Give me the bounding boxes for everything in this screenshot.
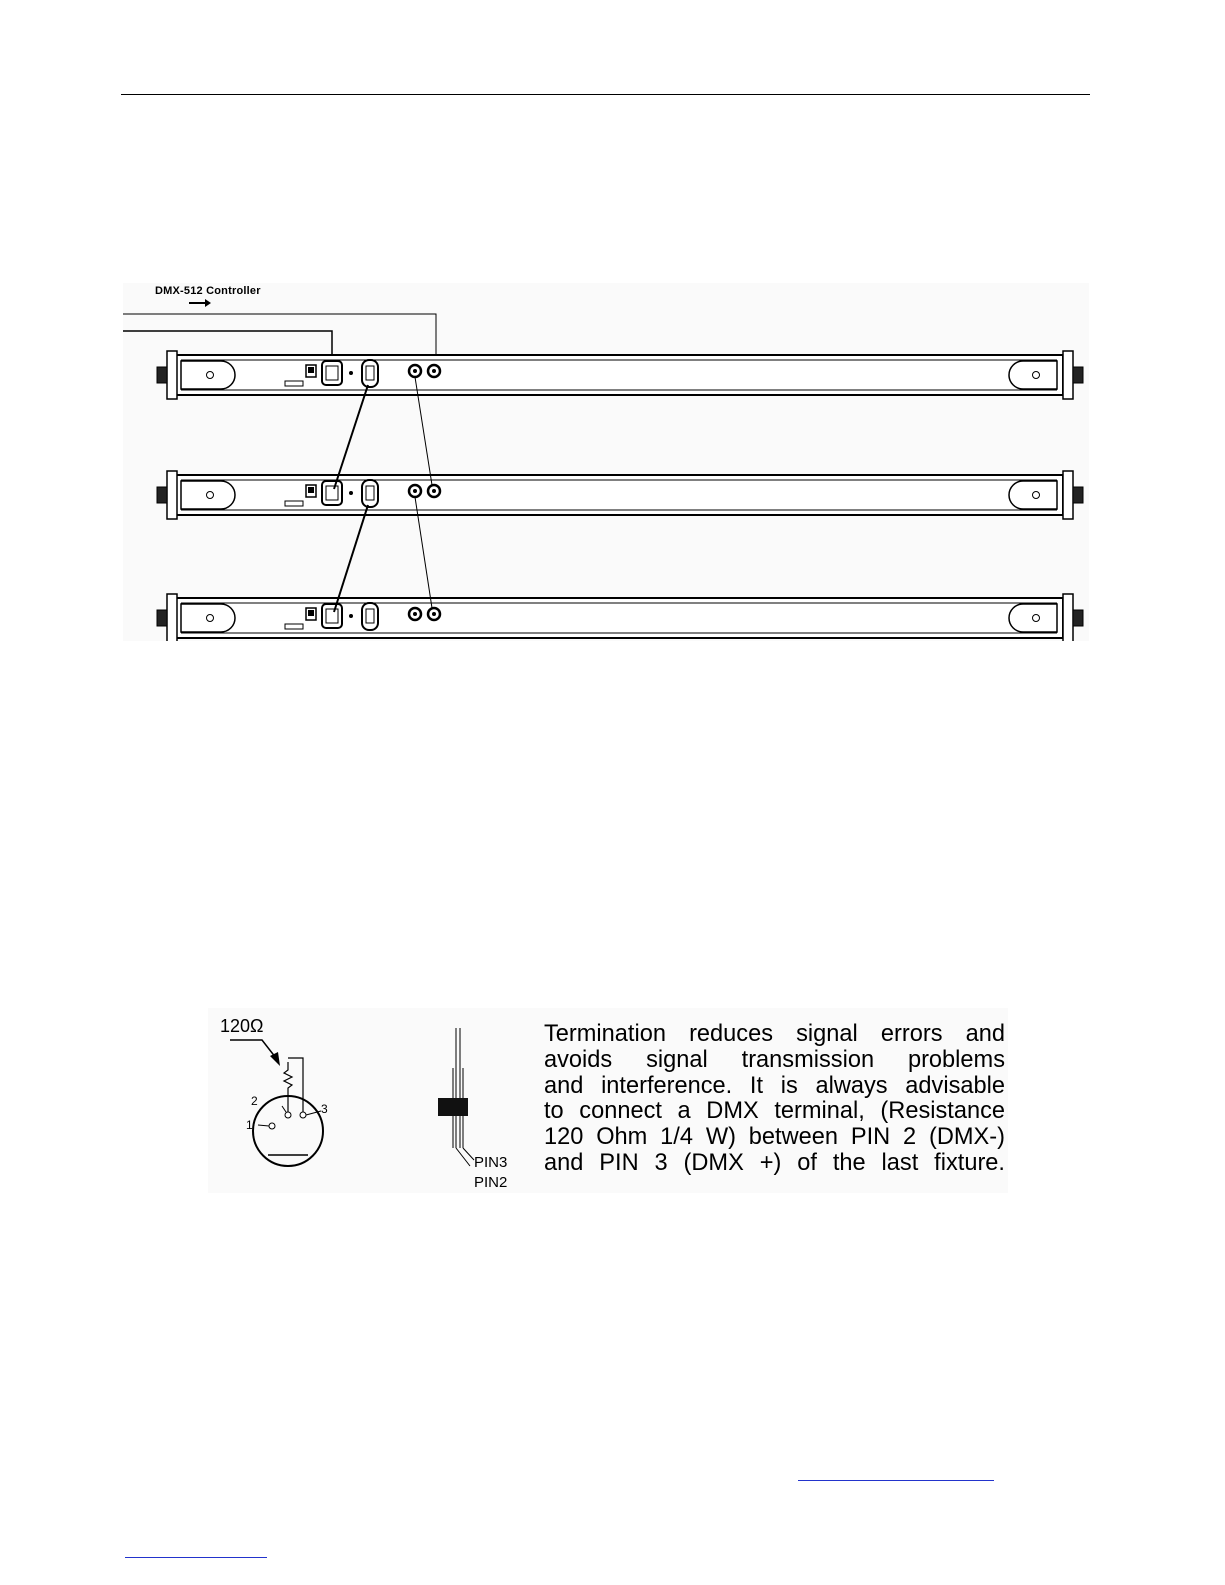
termination-description [544, 1022, 1005, 1177]
termination-line: Termination reduces signal errors and [544, 1021, 1005, 1047]
fixture-2 [157, 471, 1083, 519]
pin2-label: PIN2 [474, 1174, 508, 1191]
termination-section [208, 1008, 1008, 1193]
resistor-label: 120Ω [220, 1016, 264, 1036]
header-rule [121, 94, 1090, 95]
pin-2-label: 2 [251, 1094, 258, 1108]
pin3-label: PIN3 [474, 1154, 508, 1171]
dmx-chain-diagram [123, 283, 1089, 641]
pin-1-label: 1 [246, 1118, 253, 1132]
controller-label: DMX-512 Controller [155, 285, 261, 297]
termination-line: avoids signal transmission problems [544, 1046, 1005, 1073]
termination-line: to connect a DMX terminal, (Resistance [544, 1098, 1005, 1125]
hyperlink-underline[interactable] [798, 1480, 994, 1481]
termination-line: 120 Ohm 1/4 W) between PIN 2 (DMX-) [544, 1124, 1005, 1151]
termination-line: and PIN 3 (DMX +) of the last fixture. [544, 1149, 1005, 1176]
fixture-3 [157, 594, 1083, 641]
pin-3-label: 3 [321, 1102, 328, 1116]
dmx-chain-drawing [123, 283, 1089, 641]
termination-line: and interference. It is always advisable [544, 1072, 1005, 1099]
fixture-1 [157, 351, 1083, 399]
footer-link-underline[interactable] [125, 1557, 267, 1558]
